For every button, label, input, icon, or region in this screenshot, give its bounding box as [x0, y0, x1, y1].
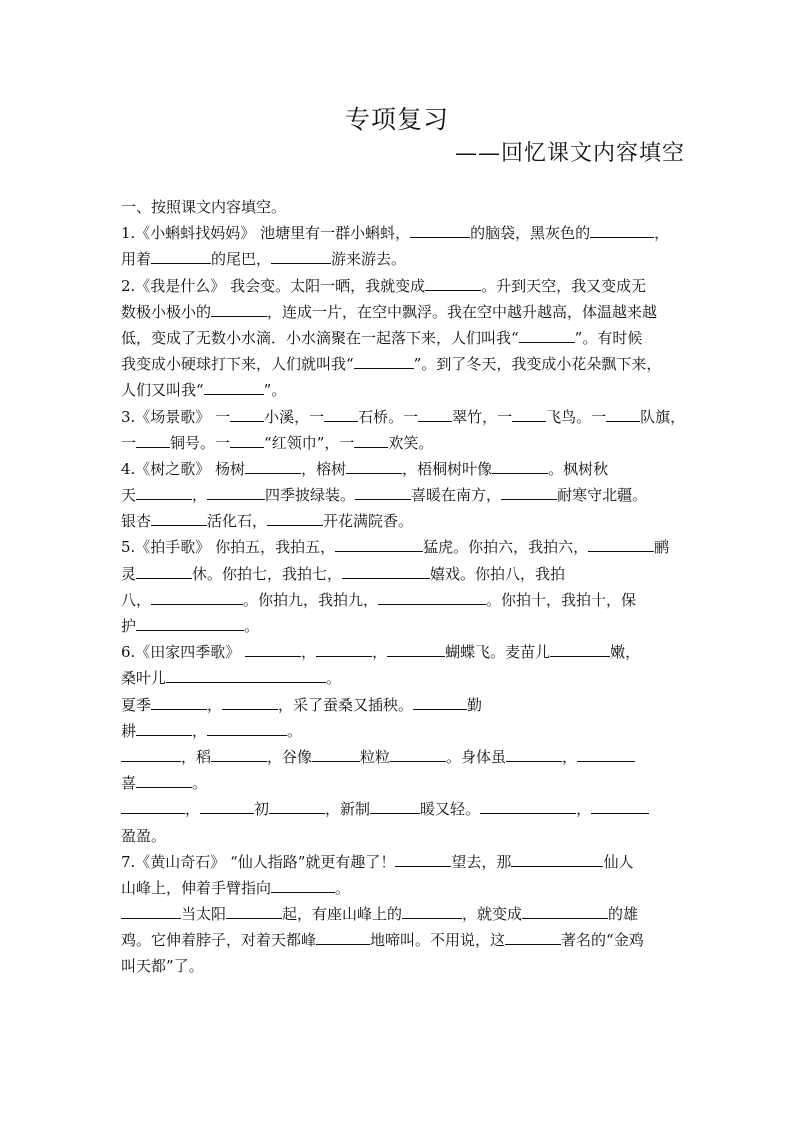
- line-text: ”。: [263, 381, 287, 400]
- line-text: 初: [254, 800, 270, 819]
- fill-in-blank[interactable]: [395, 849, 451, 867]
- text-line: [121, 796, 681, 822]
- line-text: 地啼叫。不用说，这: [370, 931, 506, 950]
- line-text: 开花满院香。: [323, 512, 414, 531]
- text-line: [121, 875, 681, 901]
- text-line: [121, 351, 681, 377]
- line-text: 的雄: [608, 905, 639, 924]
- fill-in-blank[interactable]: [606, 404, 640, 422]
- line-text: 银杏: [121, 512, 152, 531]
- line-text: “红领巾”，一: [264, 433, 355, 452]
- text-line: [121, 587, 681, 613]
- line-text: ，: [207, 695, 223, 714]
- fill-in-blank[interactable]: [226, 901, 282, 919]
- line-text: 嬉戏。你拍八，我拍: [430, 564, 566, 583]
- text-line: [121, 273, 681, 299]
- line-text: 喜暖在南方，: [411, 486, 502, 505]
- line-text: 活化石，: [207, 512, 268, 531]
- fill-in-blank[interactable]: [245, 456, 301, 474]
- fill-in-blank[interactable]: [271, 875, 335, 893]
- line-text: 2.《我是什么》 我会变。太阳一晒，我就变成: [121, 276, 426, 295]
- fill-in-blank[interactable]: [269, 796, 325, 814]
- fill-in-blank[interactable]: [354, 430, 388, 448]
- line-text: 天: [121, 486, 137, 505]
- fill-in-blank[interactable]: [519, 325, 575, 343]
- text-line: [121, 246, 681, 272]
- page-subtitle: ——回忆课文内容填空: [455, 141, 686, 166]
- fill-in-blank[interactable]: [207, 718, 287, 736]
- line-text: ，: [372, 643, 388, 662]
- fill-in-blank[interactable]: [480, 796, 576, 814]
- fill-in-blank[interactable]: [151, 246, 211, 264]
- text-line: [121, 508, 681, 534]
- fill-in-blank[interactable]: [413, 692, 467, 710]
- text-line: [121, 194, 681, 220]
- fill-in-blank[interactable]: [136, 770, 192, 788]
- fill-in-blank[interactable]: [390, 744, 446, 762]
- fill-in-blank[interactable]: [136, 613, 244, 631]
- fill-in-blank[interactable]: [355, 482, 411, 500]
- line-text: 用着: [121, 250, 152, 269]
- fill-in-blank[interactable]: [425, 273, 481, 291]
- line-text: 桑叶儿: [121, 669, 167, 688]
- line-text: ，: [301, 643, 317, 662]
- line-text: 一: [121, 433, 137, 452]
- line-text: 的尾巴，: [211, 250, 272, 269]
- fill-in-blank[interactable]: [136, 718, 192, 736]
- line-text: 。枫树秋: [548, 459, 609, 478]
- text-line: [121, 430, 681, 456]
- line-text: 鸡。它伸着脖子，对着天都峰: [121, 931, 317, 950]
- fill-in-blank[interactable]: [151, 692, 207, 710]
- line-text: 。: [244, 617, 260, 635]
- line-text: 夏季: [121, 695, 152, 714]
- page-title: 专项复习: [344, 105, 449, 134]
- line-text: ，: [654, 224, 670, 243]
- text-line: [121, 534, 681, 560]
- line-text: 小溪，一: [264, 407, 325, 426]
- line-text: ，就变成: [462, 905, 523, 924]
- line-text: ”。到了冬天，我变成小花朵飘下来，: [413, 355, 662, 374]
- fill-in-blank[interactable]: [121, 796, 185, 814]
- line-text: 石桥。一: [358, 407, 419, 426]
- fill-in-blank[interactable]: [492, 456, 548, 474]
- fill-in-blank[interactable]: [316, 927, 370, 945]
- line-text: ，谷像: [267, 747, 313, 766]
- text-line: [121, 456, 681, 482]
- line-text: 人们又叫我“: [121, 381, 204, 400]
- text-line: [121, 325, 681, 351]
- text-line: [121, 220, 681, 246]
- fill-in-blank[interactable]: [402, 901, 462, 919]
- fill-in-blank[interactable]: [136, 482, 192, 500]
- text-line: [121, 613, 681, 639]
- fill-in-blank[interactable]: [588, 534, 654, 552]
- fill-in-blank[interactable]: [211, 299, 267, 317]
- line-text: 6.《田家四季歌》: [121, 643, 246, 662]
- fill-in-blank[interactable]: [267, 508, 323, 526]
- text-line: [121, 482, 681, 508]
- fill-in-blank[interactable]: [151, 508, 207, 526]
- line-text: ，采了蚕桑又插秧。: [278, 695, 414, 714]
- fill-in-blank[interactable]: [512, 404, 546, 422]
- line-text: 鹂: [654, 538, 670, 557]
- line-text: 。你拍九，我拍九，: [243, 590, 379, 609]
- line-text: 山峰上，伸着手臂指向: [121, 878, 272, 897]
- line-text: 飞鸟。一: [546, 407, 607, 426]
- line-text: 喜: [121, 774, 137, 793]
- exercise-body: [121, 194, 686, 980]
- fill-in-blank[interactable]: [370, 796, 420, 814]
- line-text: 护: [121, 617, 137, 635]
- line-text: 嫩，: [610, 643, 641, 662]
- line-text: 著名的“金鸡: [561, 931, 644, 950]
- line-text: ，新制: [325, 800, 371, 819]
- line-text: 。升到天空，我又变成无: [481, 276, 647, 295]
- fill-in-blank[interactable]: [335, 534, 423, 552]
- text-line: [121, 718, 681, 744]
- line-text: 的脑袋，黑灰色的: [470, 224, 591, 243]
- fill-in-blank[interactable]: [590, 220, 654, 238]
- line-text: 欢笑。: [388, 433, 434, 452]
- fill-in-blank[interactable]: [506, 744, 562, 762]
- line-text: 四季披绿装。: [265, 486, 356, 505]
- fill-in-blank[interactable]: [511, 849, 603, 867]
- text-line: [121, 404, 686, 430]
- line-text: 叫天都”了。: [121, 957, 204, 976]
- line-text: 猛虎。你拍六，我拍六，: [423, 538, 589, 557]
- line-text: 。: [192, 774, 208, 793]
- line-text: 勤: [467, 695, 483, 714]
- fill-in-blank[interactable]: [550, 639, 610, 657]
- text-line: [121, 561, 681, 587]
- line-text: 仙人: [603, 852, 634, 871]
- line-text: 休。你拍七，我拍七，: [192, 564, 343, 583]
- line-text: ，梧桐树叶像: [402, 459, 493, 478]
- line-text: 蝴蝶飞。麦苗儿: [445, 643, 551, 662]
- line-text: 盈盈。: [121, 826, 167, 845]
- fill-in-blank[interactable]: [136, 430, 170, 448]
- fill-in-blank[interactable]: [207, 482, 265, 500]
- text-line: [121, 692, 681, 718]
- text-line: [121, 849, 681, 875]
- text-line: [121, 299, 681, 325]
- fill-in-blank[interactable]: [222, 692, 278, 710]
- line-text: 游来游去。: [331, 250, 407, 269]
- line-text: 我变成小硬球打下来，人们就叫我“: [121, 355, 354, 374]
- fill-in-blank[interactable]: [271, 246, 331, 264]
- line-text: 低，变成了无数小水滴．小水滴聚在一起落下来，人们叫我“: [121, 328, 519, 347]
- line-text: 灵: [121, 564, 137, 583]
- line-text: 八，: [121, 590, 152, 609]
- line-text: 。你拍十，我拍十，保: [486, 590, 637, 609]
- line-text: 。: [287, 721, 303, 740]
- line-text: 铜号。一: [170, 433, 231, 452]
- line-text: 粒粒: [360, 747, 391, 766]
- fill-in-blank[interactable]: [200, 796, 254, 814]
- fill-in-blank[interactable]: [591, 796, 649, 814]
- line-text: ，榕树: [301, 459, 347, 478]
- fill-in-blank[interactable]: [121, 901, 181, 919]
- line-text: 一、按照课文内容填空。: [121, 198, 287, 216]
- line-text: 耐寒守北疆。: [557, 486, 648, 505]
- fill-in-blank[interactable]: [230, 430, 264, 448]
- line-text: 当太阳: [181, 905, 227, 924]
- text-line: [121, 377, 681, 403]
- text-line: [121, 744, 681, 770]
- line-text: 起，有座山峰上的: [282, 905, 403, 924]
- line-text: 。身体虽: [446, 747, 507, 766]
- fill-in-blank[interactable]: [387, 639, 445, 657]
- line-text: 5.《拍手歌》 你拍五，我拍五，: [121, 538, 336, 557]
- fill-in-blank[interactable]: [245, 639, 301, 657]
- text-line: [121, 901, 681, 927]
- line-text: 4.《树之歌》 杨树: [121, 459, 246, 478]
- fill-in-blank[interactable]: [346, 456, 402, 474]
- text-line: [121, 823, 681, 849]
- fill-in-blank[interactable]: [211, 744, 267, 762]
- text-line: [121, 665, 681, 691]
- text-line: [121, 953, 681, 979]
- line-text: ，: [562, 747, 578, 766]
- text-line: [121, 639, 681, 665]
- fill-in-blank[interactable]: [151, 587, 243, 605]
- fill-in-blank[interactable]: [324, 404, 358, 422]
- line-text: ，: [192, 486, 208, 505]
- line-text: 望去，那: [451, 852, 512, 871]
- text-line: [121, 927, 681, 953]
- fill-in-blank[interactable]: [410, 220, 470, 238]
- fill-in-blank[interactable]: [378, 587, 486, 605]
- fill-in-blank[interactable]: [577, 744, 635, 762]
- line-text: 。: [326, 669, 342, 688]
- fill-in-blank[interactable]: [501, 482, 557, 500]
- line-text: 暖又轻。: [420, 800, 481, 819]
- line-text: ，: [192, 721, 208, 740]
- line-text: ”。有时候: [574, 328, 643, 347]
- line-text: 翠竹，一: [452, 407, 513, 426]
- fill-in-blank[interactable]: [230, 404, 264, 422]
- fill-in-blank[interactable]: [418, 404, 452, 422]
- fill-in-blank[interactable]: [354, 351, 414, 369]
- line-text: ，连成一片，在空中飘浮。我在空中越升越高，体温越来越: [267, 302, 658, 321]
- line-text: 1.《小蝌蚪找妈妈》 池塘里有一群小蝌蚪，: [121, 224, 411, 243]
- line-text: 。: [335, 878, 351, 897]
- fill-in-blank[interactable]: [522, 901, 608, 919]
- fill-in-blank[interactable]: [136, 561, 192, 579]
- line-text: 3.《场景歌》 一: [121, 407, 231, 426]
- fill-in-blank[interactable]: [166, 665, 326, 683]
- fill-in-blank[interactable]: [342, 561, 430, 579]
- line-text: 耕: [121, 721, 137, 740]
- fill-in-blank[interactable]: [312, 744, 360, 762]
- line-text: ，: [576, 800, 592, 819]
- fill-in-blank[interactable]: [316, 639, 372, 657]
- text-line: [121, 770, 681, 796]
- line-text: ，: [185, 800, 201, 819]
- fill-in-blank[interactable]: [204, 377, 264, 395]
- line-text: 数极小极小的: [121, 302, 212, 321]
- line-text: 7.《黄山奇石》 “仙人指路”就更有趣了！: [121, 852, 396, 871]
- line-text: 队旗，: [640, 407, 686, 426]
- fill-in-blank[interactable]: [505, 927, 561, 945]
- fill-in-blank[interactable]: [121, 744, 181, 762]
- line-text: ，稻: [181, 747, 212, 766]
